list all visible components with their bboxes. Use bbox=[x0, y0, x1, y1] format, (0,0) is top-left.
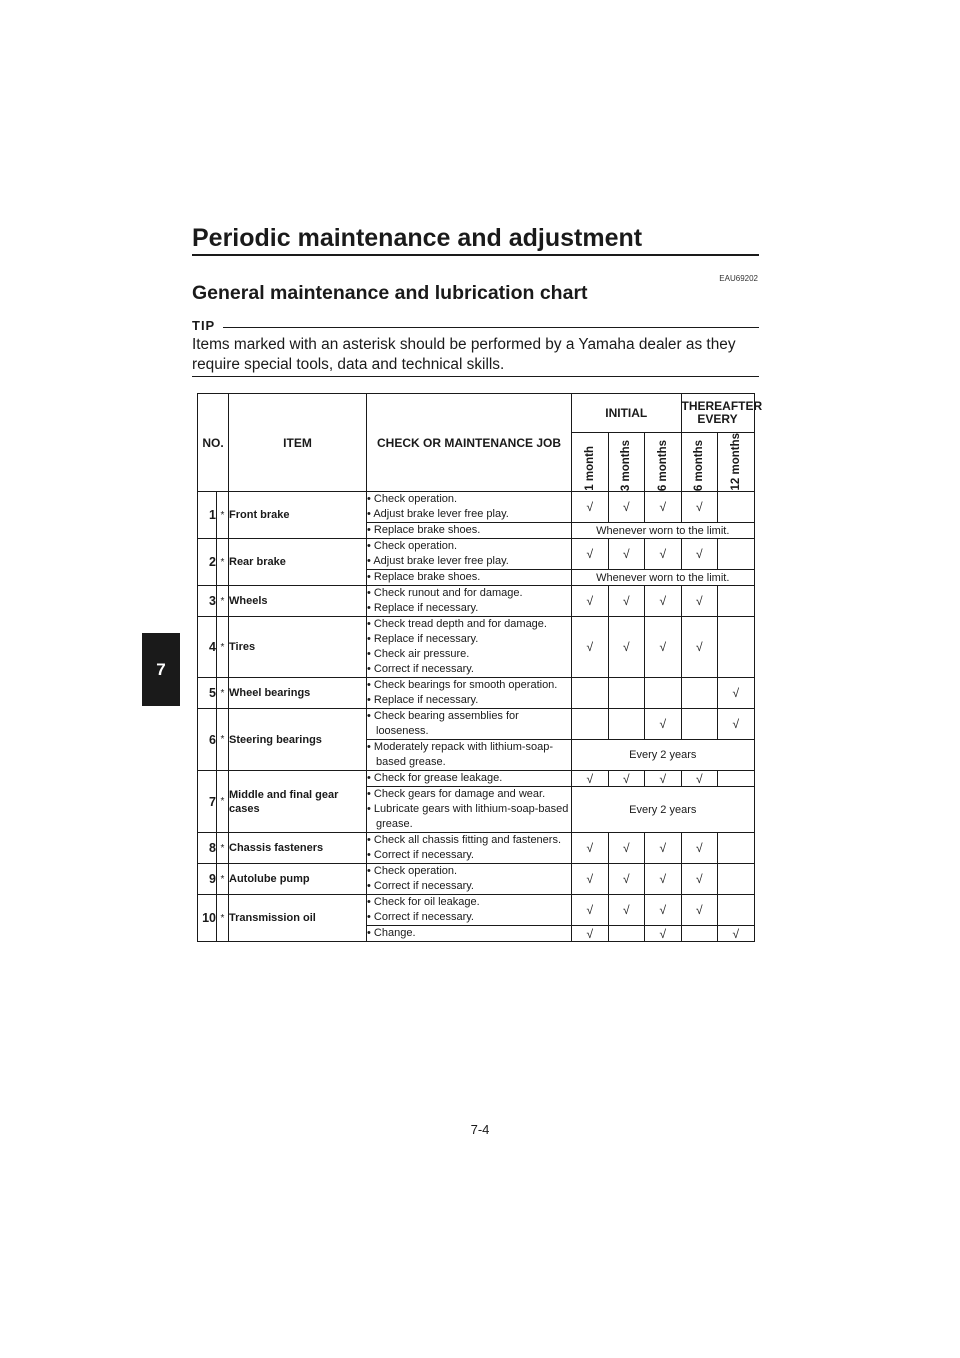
job-line-text: Check operation. bbox=[373, 540, 458, 552]
check-mark-icon: √ bbox=[622, 547, 630, 561]
interval-cell bbox=[681, 926, 718, 942]
table-row bbox=[198, 586, 755, 617]
check-mark-icon: √ bbox=[659, 903, 667, 917]
bullet-icon: • bbox=[367, 663, 374, 675]
interval-note: Whenever worn to the limit. bbox=[572, 570, 755, 586]
bullet-icon: • bbox=[367, 493, 374, 505]
row-number: 1 bbox=[198, 492, 217, 539]
dealer-asterisk: * bbox=[217, 678, 229, 709]
job-line bbox=[367, 879, 571, 894]
job-line bbox=[367, 601, 571, 616]
row-item: Wheel bearings bbox=[229, 678, 367, 709]
header-interval-label: 1 month bbox=[583, 446, 596, 491]
job-line bbox=[367, 662, 571, 677]
bullet-icon: • bbox=[367, 880, 374, 892]
bullet-icon: • bbox=[367, 587, 374, 599]
job-line-text: Adjust brake lever free play. bbox=[373, 555, 509, 567]
job-line bbox=[367, 802, 571, 832]
bullet-icon: • bbox=[367, 679, 374, 691]
job-line bbox=[367, 492, 571, 507]
job-line-text: Replace if necessary. bbox=[373, 633, 479, 645]
row-number: 2 bbox=[198, 539, 217, 586]
interval-cell bbox=[572, 926, 609, 942]
header-thereafter: THEREAFTER EVERY bbox=[681, 394, 754, 433]
table-row bbox=[198, 492, 755, 523]
dealer-asterisk: * bbox=[217, 539, 229, 586]
interval-cell bbox=[572, 864, 609, 895]
job-line bbox=[367, 632, 571, 647]
check-mark-icon: √ bbox=[586, 872, 594, 886]
bullet-icon: • bbox=[367, 927, 374, 939]
job-line-text: Check runout and for damage. bbox=[373, 587, 523, 599]
job-line bbox=[367, 586, 571, 601]
interval-cell bbox=[681, 617, 718, 678]
interval-cell bbox=[718, 586, 755, 617]
interval-cell bbox=[681, 678, 718, 709]
bullet-icon: • bbox=[367, 571, 374, 583]
interval-cell bbox=[645, 539, 682, 570]
interval-cell bbox=[718, 771, 755, 787]
check-mark-icon: √ bbox=[659, 771, 667, 786]
interval-cell bbox=[645, 833, 682, 864]
interval-cell bbox=[718, 539, 755, 570]
job-line-text: Check operation. bbox=[373, 493, 458, 505]
job-line bbox=[367, 570, 571, 585]
interval-cell bbox=[572, 771, 609, 787]
job-line-text: Lubricate gears with lithium-soap-based grease. bbox=[373, 803, 569, 830]
job-line-text: Check bearing assemblies for looseness. bbox=[373, 710, 519, 737]
maintenance-job bbox=[367, 709, 572, 740]
table-row bbox=[198, 864, 755, 895]
interval-cell bbox=[572, 678, 609, 709]
interval-cell bbox=[681, 586, 718, 617]
check-mark-icon: √ bbox=[695, 903, 703, 917]
job-line bbox=[367, 709, 571, 739]
job-line-text: Correct if necessary. bbox=[373, 663, 474, 675]
table-row bbox=[198, 539, 755, 570]
check-mark-icon: √ bbox=[659, 594, 667, 608]
bullet-icon: • bbox=[367, 803, 374, 815]
maintenance-job bbox=[367, 740, 572, 771]
job-line bbox=[367, 787, 571, 802]
job-line-text: Check gears for damage and wear. bbox=[373, 788, 546, 800]
job-line bbox=[367, 848, 571, 863]
interval-cell bbox=[645, 926, 682, 942]
row-item: Rear brake bbox=[229, 539, 367, 586]
check-mark-icon: √ bbox=[732, 717, 740, 731]
dealer-asterisk: * bbox=[217, 864, 229, 895]
check-mark-icon: √ bbox=[695, 640, 703, 654]
bullet-icon: • bbox=[367, 524, 374, 536]
interval-cell bbox=[718, 926, 755, 942]
interval-cell bbox=[608, 492, 645, 523]
dealer-asterisk: * bbox=[217, 895, 229, 942]
interval-cell bbox=[608, 586, 645, 617]
interval-cell bbox=[718, 895, 755, 926]
job-line bbox=[367, 678, 571, 693]
interval-cell bbox=[645, 771, 682, 787]
bullet-icon: • bbox=[367, 849, 374, 861]
interval-cell bbox=[608, 709, 645, 740]
header-interval-label: 6 months bbox=[656, 439, 669, 491]
check-mark-icon: √ bbox=[586, 500, 594, 514]
tip-label: TIP bbox=[192, 318, 216, 333]
interval-cell bbox=[645, 586, 682, 617]
job-line bbox=[367, 740, 571, 770]
check-mark-icon: √ bbox=[586, 926, 594, 941]
header-interval bbox=[645, 433, 682, 492]
job-line bbox=[367, 771, 571, 786]
maintenance-job bbox=[367, 895, 572, 926]
interval-cell bbox=[681, 771, 718, 787]
bullet-icon: • bbox=[367, 788, 374, 800]
tip-text: Items marked with an asterisk should be performed by a Yamaha dealer as they require special tools, data and technical skills. bbox=[192, 336, 736, 373]
row-number: 3 bbox=[198, 586, 217, 617]
job-line-text: Check tread depth and for damage. bbox=[373, 618, 547, 630]
job-line bbox=[367, 617, 571, 632]
check-mark-icon: √ bbox=[732, 686, 740, 700]
job-line-text: Replace brake shoes. bbox=[373, 524, 481, 536]
check-mark-icon: √ bbox=[586, 841, 594, 855]
job-line-text: Correct if necessary. bbox=[373, 849, 474, 861]
header-interval-label: 12 months bbox=[729, 433, 742, 491]
interval-cell bbox=[608, 833, 645, 864]
header-interval bbox=[608, 433, 645, 492]
interval-note: Every 2 years bbox=[572, 740, 755, 771]
interval-cell bbox=[681, 864, 718, 895]
check-mark-icon: √ bbox=[586, 594, 594, 608]
job-line-text: Replace if necessary. bbox=[373, 694, 479, 706]
job-line-text: Adjust brake lever free play. bbox=[373, 508, 509, 520]
chart-body bbox=[198, 492, 755, 942]
check-mark-icon: √ bbox=[586, 903, 594, 917]
check-mark-icon: √ bbox=[695, 594, 703, 608]
check-mark-icon: √ bbox=[622, 771, 630, 786]
interval-cell bbox=[718, 709, 755, 740]
interval-cell bbox=[718, 678, 755, 709]
check-mark-icon: √ bbox=[586, 640, 594, 654]
job-line bbox=[367, 693, 571, 708]
header-interval bbox=[718, 433, 755, 492]
row-item: Chassis fasteners bbox=[229, 833, 367, 864]
dealer-asterisk: * bbox=[217, 617, 229, 678]
maintenance-job bbox=[367, 833, 572, 864]
row-number: 10 bbox=[198, 895, 217, 942]
reference-code: EAU69202 bbox=[719, 274, 758, 283]
bullet-icon: • bbox=[367, 865, 374, 877]
interval-cell bbox=[608, 678, 645, 709]
interval-cell bbox=[645, 617, 682, 678]
maintenance-job bbox=[367, 926, 572, 942]
tip-divider bbox=[223, 327, 759, 328]
interval-cell bbox=[572, 895, 609, 926]
job-line-text: Moderately repack with lithium-soap-based grease. bbox=[373, 741, 554, 768]
maintenance-job bbox=[367, 678, 572, 709]
row-number: 8 bbox=[198, 833, 217, 864]
section-title: General maintenance and lubrication chart bbox=[192, 282, 588, 304]
job-line bbox=[367, 507, 571, 522]
row-number: 5 bbox=[198, 678, 217, 709]
interval-cell bbox=[681, 492, 718, 523]
maintenance-job bbox=[367, 523, 572, 539]
interval-cell bbox=[645, 709, 682, 740]
bullet-icon: • bbox=[367, 618, 374, 630]
header-item: ITEM bbox=[229, 394, 367, 492]
bullet-icon: • bbox=[367, 710, 374, 722]
job-line-text: Check air pressure. bbox=[373, 648, 470, 660]
job-line-text: Correct if necessary. bbox=[373, 880, 474, 892]
header-initial: INITIAL bbox=[572, 394, 682, 433]
header-interval-label: 3 months bbox=[620, 439, 633, 491]
dealer-asterisk: * bbox=[217, 771, 229, 833]
interval-cell bbox=[608, 771, 645, 787]
job-line-text: Check for oil leakage. bbox=[373, 896, 480, 908]
maintenance-job bbox=[367, 492, 572, 523]
check-mark-icon: √ bbox=[622, 903, 630, 917]
bullet-icon: • bbox=[367, 772, 374, 784]
interval-cell bbox=[572, 586, 609, 617]
maintenance-job bbox=[367, 771, 572, 787]
check-mark-icon: √ bbox=[659, 500, 667, 514]
interval-note: Whenever worn to the limit. bbox=[572, 523, 755, 539]
page-header bbox=[192, 222, 759, 256]
job-line bbox=[367, 864, 571, 879]
check-mark-icon: √ bbox=[622, 500, 630, 514]
job-line-text: Correct if necessary. bbox=[373, 911, 474, 923]
check-mark-icon: √ bbox=[622, 594, 630, 608]
interval-cell bbox=[681, 709, 718, 740]
bullet-icon: • bbox=[367, 508, 374, 520]
job-line-text: Check for grease leakage. bbox=[373, 772, 503, 784]
check-mark-icon: √ bbox=[732, 926, 740, 941]
maintenance-job bbox=[367, 787, 572, 833]
check-mark-icon: √ bbox=[695, 547, 703, 561]
check-mark-icon: √ bbox=[586, 771, 594, 786]
row-number: 7 bbox=[198, 771, 217, 833]
interval-cell bbox=[718, 864, 755, 895]
interval-cell bbox=[718, 833, 755, 864]
interval-cell bbox=[572, 492, 609, 523]
dealer-asterisk: * bbox=[217, 586, 229, 617]
header-interval bbox=[572, 433, 609, 492]
job-line bbox=[367, 895, 571, 910]
table-row bbox=[198, 617, 755, 678]
bullet-icon: • bbox=[367, 834, 374, 846]
interval-cell bbox=[718, 617, 755, 678]
bullet-icon: • bbox=[367, 555, 374, 567]
table-row bbox=[198, 771, 755, 787]
bullet-icon: • bbox=[367, 741, 374, 753]
job-line bbox=[367, 554, 571, 569]
interval-cell bbox=[608, 926, 645, 942]
check-mark-icon: √ bbox=[659, 841, 667, 855]
check-mark-icon: √ bbox=[659, 926, 667, 941]
job-line-text: Change. bbox=[373, 927, 416, 939]
interval-cell bbox=[681, 539, 718, 570]
chapter-tab: 7 bbox=[142, 633, 180, 706]
job-line bbox=[367, 523, 571, 538]
header-no: NO. bbox=[198, 394, 229, 492]
check-mark-icon: √ bbox=[659, 547, 667, 561]
page-number: 7-4 bbox=[470, 1122, 490, 1137]
table-row bbox=[198, 678, 755, 709]
interval-cell bbox=[681, 833, 718, 864]
bullet-icon: • bbox=[367, 694, 374, 706]
row-item: Transmission oil bbox=[229, 895, 367, 942]
interval-cell bbox=[718, 492, 755, 523]
row-item: Middle and final gear cases bbox=[229, 771, 367, 833]
table-row bbox=[198, 833, 755, 864]
job-line-text: Check bearings for smooth operation. bbox=[373, 679, 558, 691]
interval-cell bbox=[608, 617, 645, 678]
interval-cell bbox=[645, 895, 682, 926]
interval-cell bbox=[645, 492, 682, 523]
interval-cell bbox=[572, 617, 609, 678]
job-line bbox=[367, 647, 571, 662]
page-header-title: Periodic maintenance and adjustment bbox=[192, 224, 643, 252]
maintenance-job bbox=[367, 864, 572, 895]
job-line-text: Check operation. bbox=[373, 865, 458, 877]
table-row bbox=[198, 895, 755, 926]
check-mark-icon: √ bbox=[695, 500, 703, 514]
dealer-asterisk: * bbox=[217, 833, 229, 864]
row-number: 9 bbox=[198, 864, 217, 895]
maintenance-chart bbox=[197, 393, 763, 942]
dealer-asterisk: * bbox=[217, 709, 229, 771]
interval-cell bbox=[608, 539, 645, 570]
bullet-icon: • bbox=[367, 896, 374, 908]
row-item: Front brake bbox=[229, 492, 367, 539]
maintenance-job bbox=[367, 586, 572, 617]
row-item: Tires bbox=[229, 617, 367, 678]
maintenance-job bbox=[367, 570, 572, 586]
bullet-icon: • bbox=[367, 540, 374, 552]
header-interval-label: 6 months bbox=[693, 439, 706, 491]
dealer-asterisk: * bbox=[217, 492, 229, 539]
check-mark-icon: √ bbox=[659, 717, 667, 731]
check-mark-icon: √ bbox=[586, 547, 594, 561]
bullet-icon: • bbox=[367, 648, 374, 660]
interval-note: Every 2 years bbox=[572, 787, 755, 833]
check-mark-icon: √ bbox=[695, 841, 703, 855]
interval-cell bbox=[608, 864, 645, 895]
interval-cell bbox=[572, 539, 609, 570]
job-line bbox=[367, 910, 571, 925]
header-job: CHECK OR MAINTENANCE JOB bbox=[367, 394, 572, 492]
check-mark-icon: √ bbox=[622, 640, 630, 654]
check-mark-icon: √ bbox=[622, 841, 630, 855]
interval-cell bbox=[645, 678, 682, 709]
bullet-icon: • bbox=[367, 633, 374, 645]
interval-cell bbox=[681, 895, 718, 926]
interval-cell bbox=[645, 864, 682, 895]
check-mark-icon: √ bbox=[622, 872, 630, 886]
bullet-icon: • bbox=[367, 911, 374, 923]
row-item: Autolube pump bbox=[229, 864, 367, 895]
row-item: Wheels bbox=[229, 586, 367, 617]
interval-cell bbox=[572, 709, 609, 740]
job-line bbox=[367, 926, 571, 941]
table-row bbox=[198, 709, 755, 740]
header-interval bbox=[681, 433, 718, 492]
job-line-text: Check all chassis fitting and fasteners. bbox=[373, 834, 562, 846]
tip-bottom-divider bbox=[192, 376, 759, 377]
bullet-icon: • bbox=[367, 602, 374, 614]
job-line-text: Replace if necessary. bbox=[373, 602, 479, 614]
row-number: 6 bbox=[198, 709, 217, 771]
maintenance-job bbox=[367, 617, 572, 678]
check-mark-icon: √ bbox=[695, 771, 703, 786]
job-line bbox=[367, 539, 571, 554]
interval-cell bbox=[608, 895, 645, 926]
job-line-text: Replace brake shoes. bbox=[373, 571, 481, 583]
check-mark-icon: √ bbox=[659, 872, 667, 886]
maintenance-job bbox=[367, 539, 572, 570]
check-mark-icon: √ bbox=[695, 872, 703, 886]
check-mark-icon: √ bbox=[659, 640, 667, 654]
job-line bbox=[367, 833, 571, 848]
row-item: Steering bearings bbox=[229, 709, 367, 771]
interval-cell bbox=[572, 833, 609, 864]
row-number: 4 bbox=[198, 617, 217, 678]
